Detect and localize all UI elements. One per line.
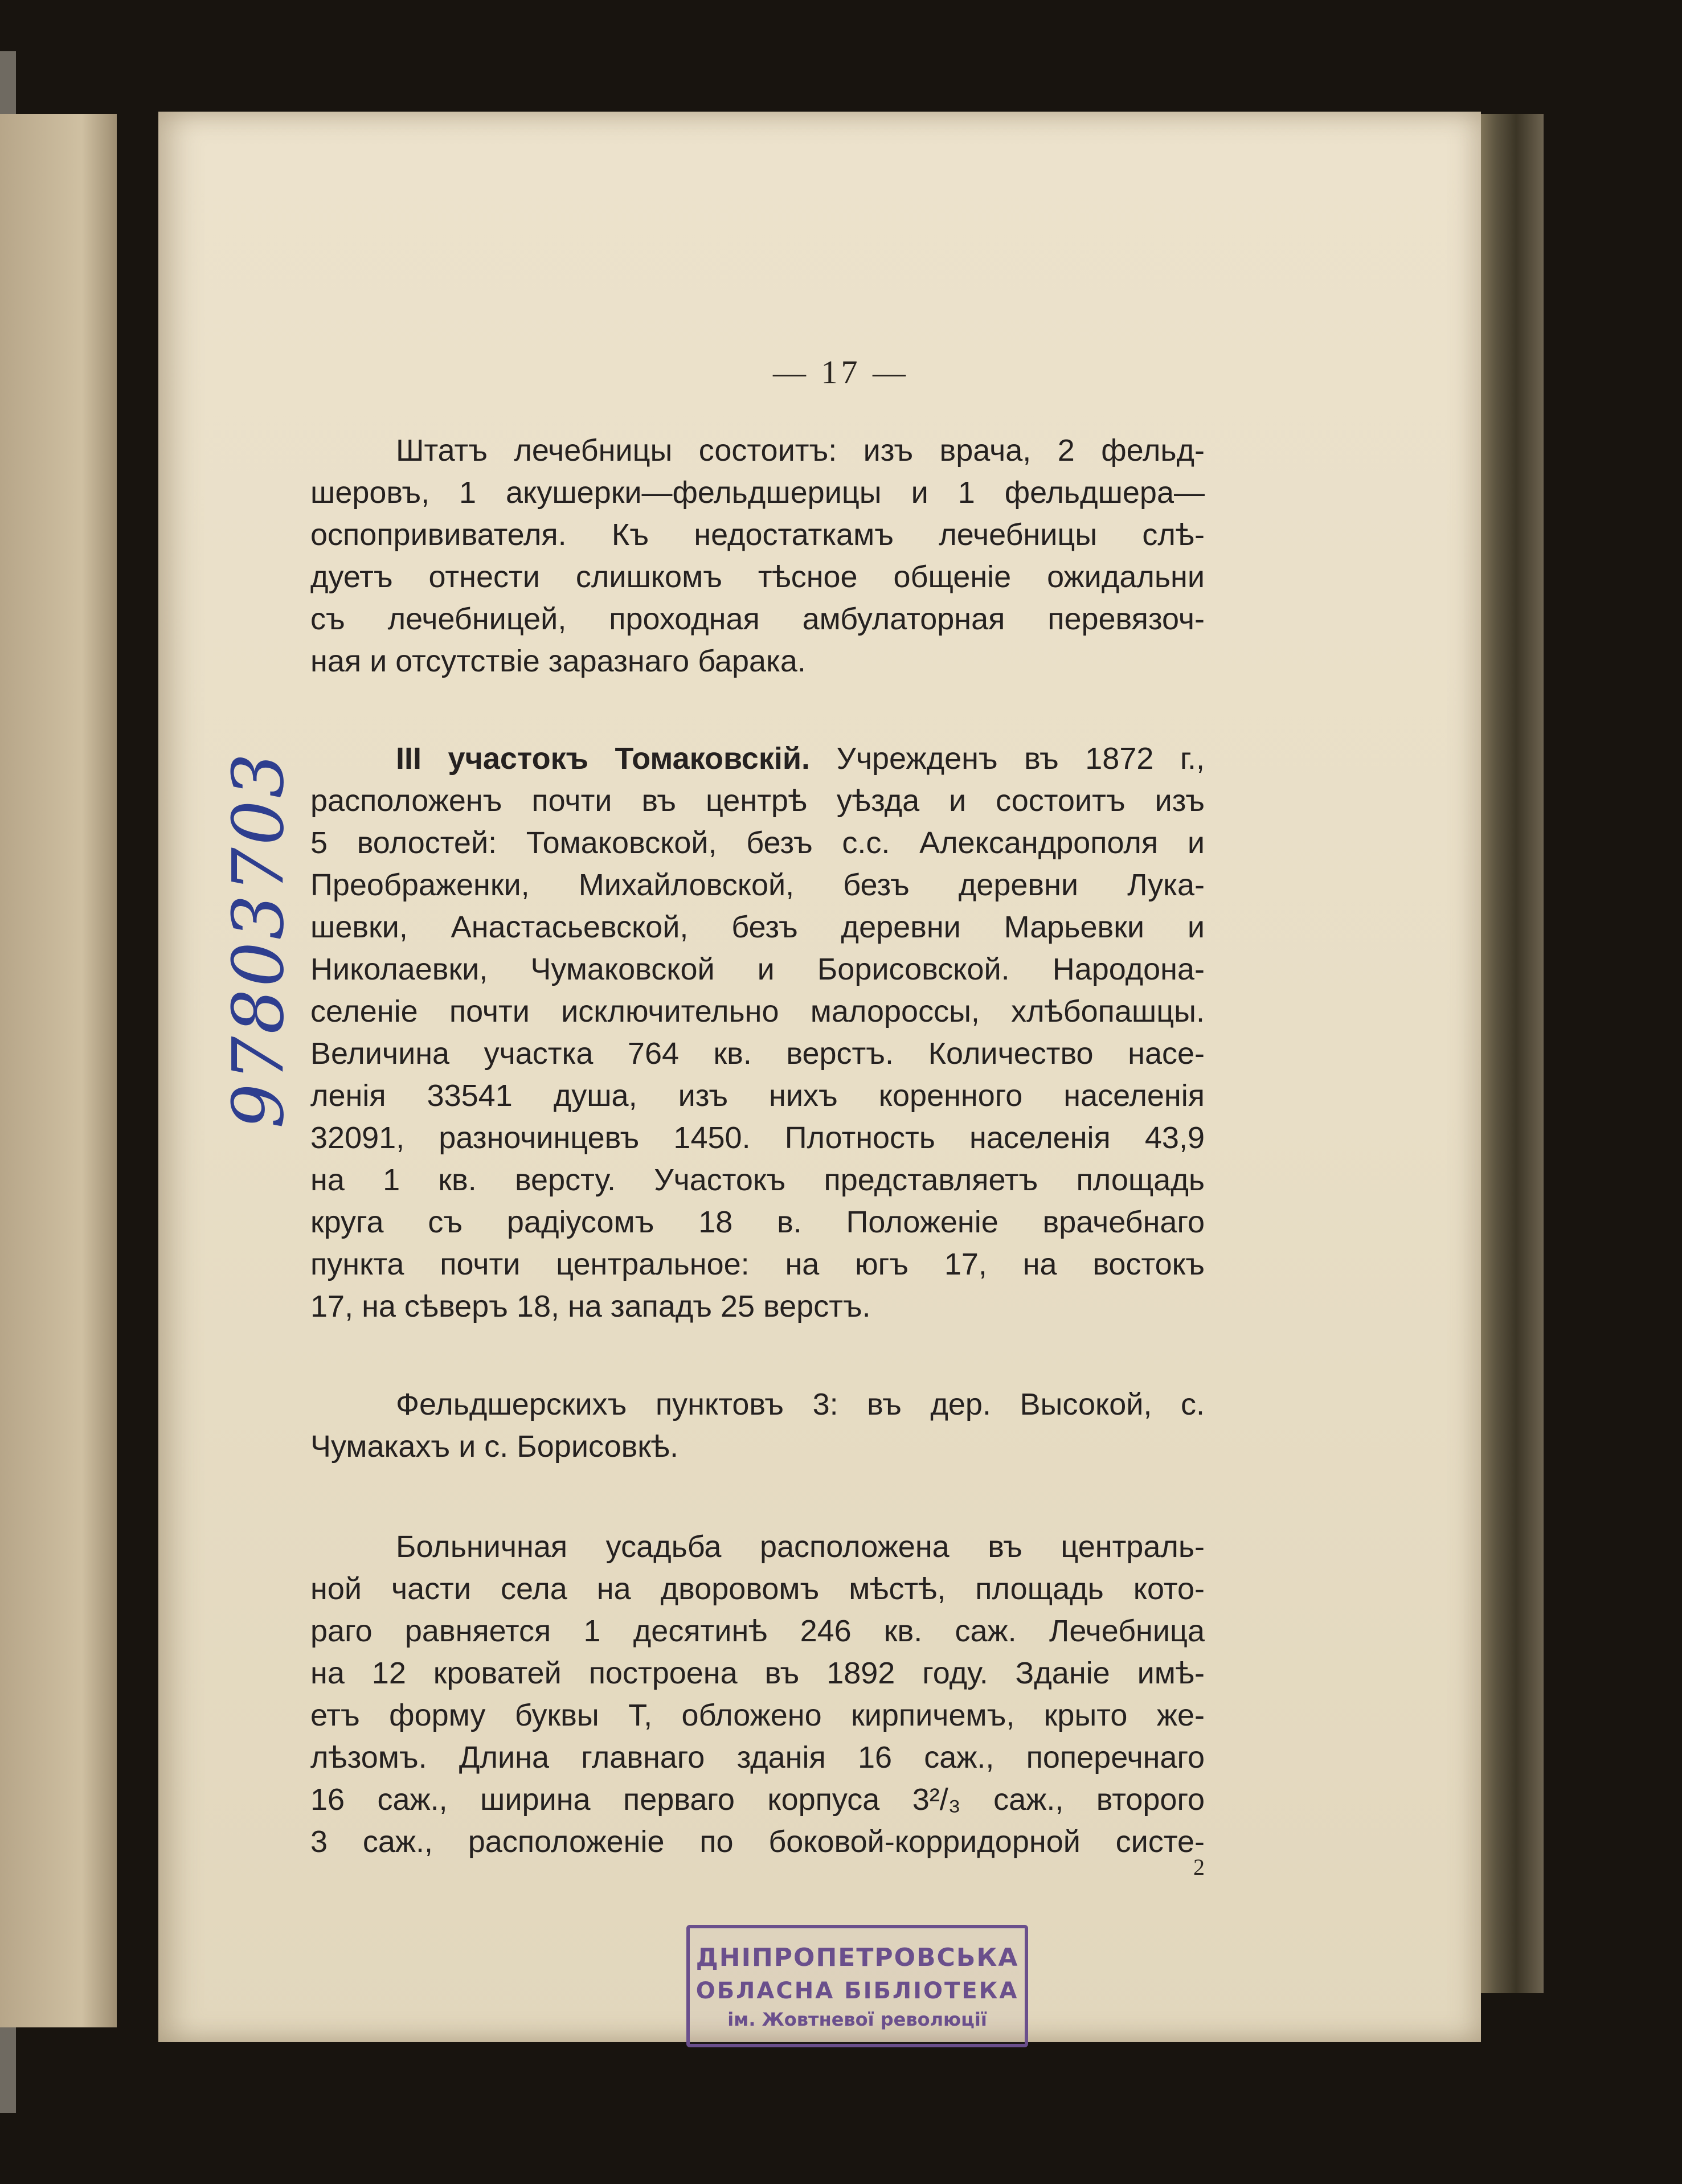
signature-mark: 2 [1193, 1854, 1205, 1880]
text-line: селеніе почти исключительно малороссы, хлѣбопашцы. [310, 994, 1205, 1029]
facing-page-edge [0, 114, 117, 2027]
text-line: шеровъ, 1 акушерки—фельдшерицы и 1 фельдшера— [310, 476, 1205, 510]
section-heading: III участокъ Томаковскій. [396, 741, 811, 776]
text-line: оспопрививателя. Къ недостаткамъ лечебницы слѣ- [310, 518, 1205, 552]
section-heading-line [310, 738, 1205, 779]
page-number: — 17 — [773, 354, 909, 391]
text-line: Штатъ лечебницы состоитъ: изъ врача, 2 фельд- [396, 433, 1205, 468]
text-line: съ лечебницей, проходная амбулаторная перевязоч- [310, 602, 1205, 636]
text-line: дуетъ отнести слишкомъ тѣсное общеніе ожидальни [310, 560, 1205, 594]
page-stack-edge [1475, 114, 1544, 1993]
stamp-line: ім. Жовтневої революції [727, 2008, 987, 2030]
text-line: Преображенки, Михайловской, безъ деревни Лука- [310, 868, 1205, 902]
text-line: Больничная усадьба расположена въ централь- [396, 1530, 1205, 1564]
text-line: лѣзомъ. Длина главнаго зданія 16 саж., поперечнаго [310, 1740, 1205, 1775]
text-line: етъ форму буквы Т, обложено кирпичемъ, крыто же- [310, 1698, 1205, 1732]
text-line: 17, на сѣверъ 18, на западъ 25 верстъ. [310, 1289, 871, 1323]
text-line: Величина участка 764 кв. верстъ. Количество насе- [310, 1036, 1205, 1071]
text-line: шевки, Анастасьевской, безъ деревни Марьевки и [310, 910, 1205, 944]
text-line: 32091, разночинцевъ 1450. Плотность населенія 43,9 [310, 1121, 1205, 1155]
text-line: Николаевки, Чумаковской и Борисовской. Народона- [310, 952, 1205, 986]
text-line: на 1 кв. версту. Участокъ представляетъ площадь [310, 1163, 1205, 1197]
text-line: ная и отсутствіе заразнаго барака. [310, 644, 806, 678]
text-line: Фельдшерскихъ пунктовъ 3: въ дер. Высокой, с. [396, 1387, 1205, 1421]
text-line: расположенъ почти въ центрѣ уѣзда и состоитъ изъ [310, 784, 1205, 818]
text-line: 3 саж., расположеніе по боковой-корридорной систе- [310, 1825, 1205, 1859]
text-line: 5 волостей: Томаковской, безъ с.с. Александрополя и [310, 826, 1205, 860]
text-line: пункта почти центральное: на югъ 17, на востокъ [310, 1247, 1205, 1281]
library-stamp [686, 1925, 1028, 2047]
text-line: ной части села на дворовомъ мѣстѣ, площадь кото- [310, 1572, 1205, 1606]
text-line: круга съ радіусомъ 18 в. Положеніе врачебнаго [310, 1205, 1205, 1239]
handwritten-shelfmark [211, 751, 308, 1129]
text-line: раго равняется 1 десятинѣ 246 кв. саж. Лечебница [310, 1614, 1205, 1648]
text-line: Чумакахъ и с. Борисовкѣ. [310, 1429, 679, 1464]
stamp-line: ДНІПРОПЕТРОВСЬКА [695, 1943, 1019, 1972]
text-line: на 12 кроватей построена въ 1892 году. Зданіе имѣ- [310, 1656, 1205, 1690]
text-line: 16 саж., ширина перваго корпуса 3²/₃ саж., второго [310, 1783, 1205, 1817]
text-span: Учрежденъ въ 1872 г., [836, 741, 1205, 776]
stamp-line: ОБЛАСНА БІБЛІОТЕКА [695, 1977, 1019, 2004]
text-line: ленія 33541 душа, изъ нихъ коренного населенія [310, 1079, 1205, 1113]
shelfmark-text: 97803703 [218, 751, 301, 1129]
